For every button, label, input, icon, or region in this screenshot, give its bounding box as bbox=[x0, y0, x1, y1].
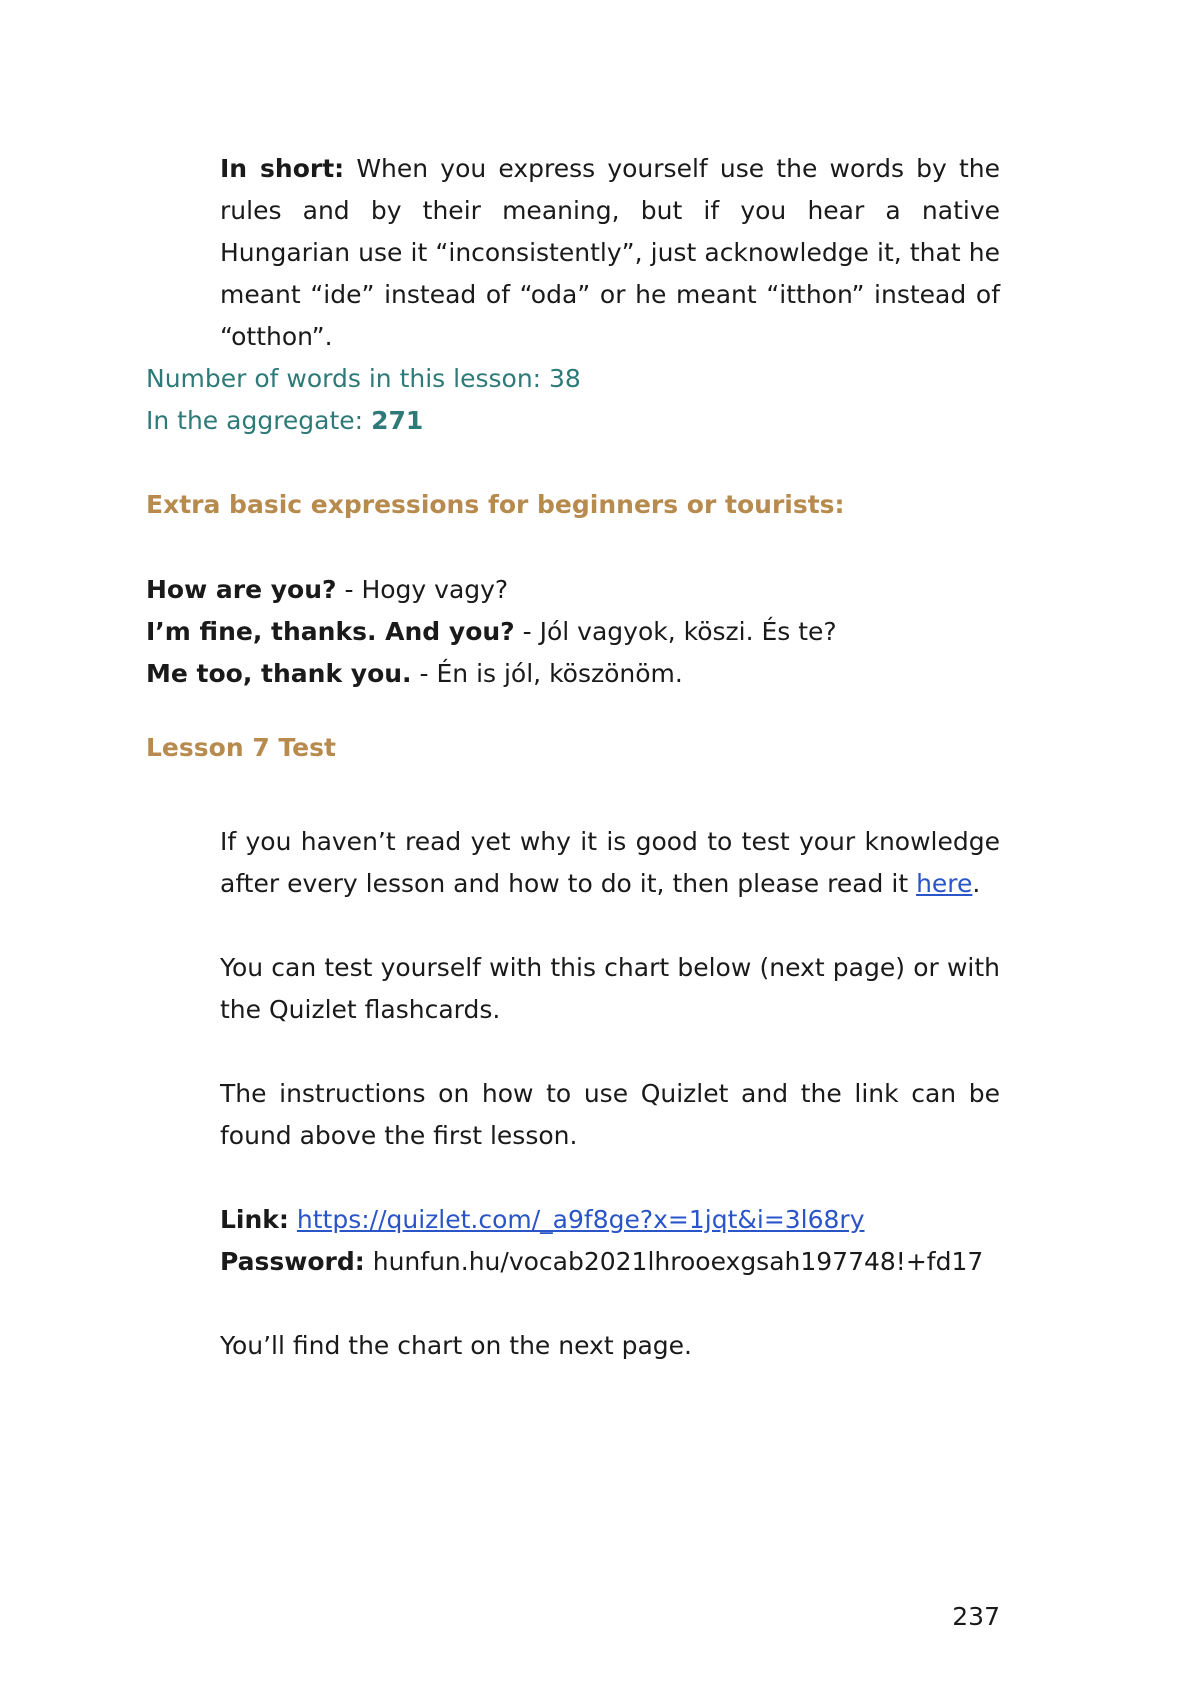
aggregate-value: 271 bbox=[371, 406, 424, 435]
expression-item bbox=[146, 611, 1006, 653]
expressions-list bbox=[146, 569, 1006, 695]
word-count-value: 38 bbox=[549, 364, 581, 393]
page-number: 237 bbox=[952, 1602, 1000, 1631]
quizlet-credentials bbox=[220, 1199, 1000, 1283]
aggregate-label: In the aggregate: bbox=[146, 406, 372, 435]
password-label: Password: bbox=[220, 1247, 365, 1276]
test-paragraph-2: You can test yourself with this chart below (next page) or with the Quizlet flashcards. bbox=[220, 953, 1000, 1024]
in-short-label: In short: bbox=[220, 154, 345, 183]
expression-item bbox=[146, 569, 1006, 611]
word-count-block bbox=[146, 358, 1006, 442]
quizlet-link[interactable]: https://quizlet.com/_a9f8ge?x=1jqt&i=3l68ry bbox=[296, 1205, 865, 1234]
expression-hungarian: - Hogy vagy? bbox=[336, 575, 509, 604]
here-link[interactable]: here bbox=[916, 869, 973, 898]
closing-line: You’ll find the chart on the next page. bbox=[220, 1331, 692, 1360]
expression-item bbox=[146, 653, 1006, 695]
extra-expressions-heading: Extra basic expressions for beginners or tourists: bbox=[146, 490, 845, 519]
expression-hungarian: - Én is jól, köszönöm. bbox=[411, 659, 683, 688]
expression-english: Me too, thank you. bbox=[146, 659, 412, 688]
test-paragraph-1-text: If you haven’t read yet why it is good to test your knowledge after every lesson and how to do it, then please read it bbox=[220, 827, 1000, 898]
expression-hungarian: - Jól vagyok, köszi. És te? bbox=[514, 617, 837, 646]
password-value: hunfun.hu/vocab2021lhrooexgsah197748!+fd17 bbox=[372, 1247, 984, 1276]
expression-english: I’m fine, thanks. And you? bbox=[146, 617, 515, 646]
in-short-paragraph bbox=[220, 148, 1000, 358]
test-paragraph-1-end: . bbox=[972, 869, 981, 898]
lesson-test-heading: Lesson 7 Test bbox=[146, 733, 336, 762]
in-short-text: When you express yourself use the words by the rules and by their meaning, but if you hear a native Hungarian use it “inconsistently”, just acknowledge it, that he meant “ide” instead of “oda” or he meant “itthon” instead of “otthon”. bbox=[220, 154, 1001, 351]
expression-english: How are you? bbox=[146, 575, 337, 604]
link-label: Link: bbox=[220, 1205, 289, 1234]
test-paragraph-3: The instructions on how to use Quizlet and the link can be found above the first lesson. bbox=[220, 1079, 1000, 1150]
word-count-label: Number of words in this lesson: bbox=[146, 364, 550, 393]
test-paragraph-1 bbox=[220, 821, 1000, 905]
